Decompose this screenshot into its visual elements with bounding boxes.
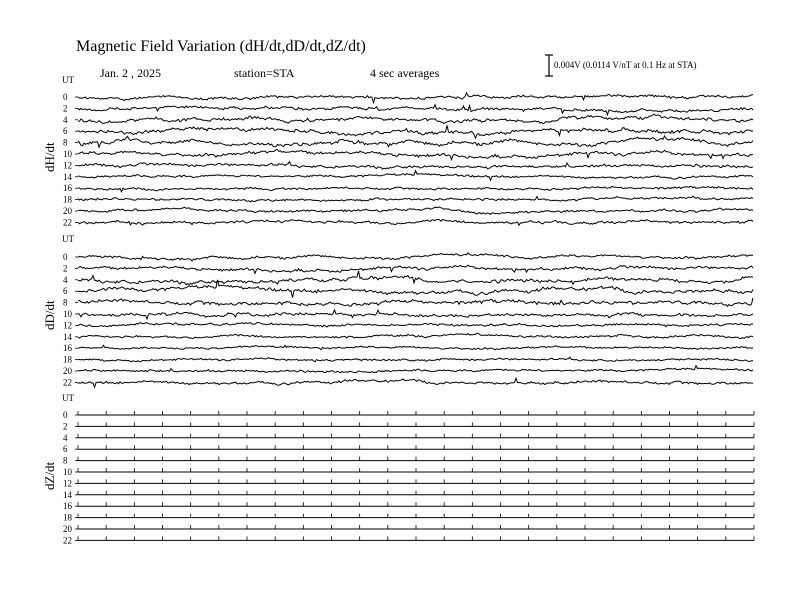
row-label: 6 (63, 444, 68, 455)
date-label: Jan. 2 , 2025 (100, 66, 161, 80)
panel-dddt (62, 234, 753, 387)
row-label: 18 (63, 512, 72, 523)
row-label: 10 (63, 467, 72, 477)
trace-line (78, 207, 753, 214)
row-label: 2 (63, 103, 68, 114)
panel-dzdt (62, 393, 754, 545)
trace-line (78, 93, 753, 103)
row-label: 12 (63, 478, 72, 489)
averaging-label: 4 sec averages (370, 66, 440, 80)
row-label: 6 (63, 126, 68, 137)
row-label: 0 (63, 410, 68, 420)
row-label: 22 (63, 377, 72, 388)
trace-line (78, 345, 753, 350)
scale-bar (545, 55, 553, 76)
row-label: 2 (63, 421, 68, 432)
ut-axis-label: UT (62, 234, 74, 244)
station-label: station=STA (234, 66, 295, 80)
trace-line (78, 253, 753, 261)
row-label: 10 (63, 309, 72, 319)
row-label: 4 (63, 432, 68, 443)
trace-line (78, 150, 753, 160)
trace-line (78, 186, 753, 191)
chart-title: Magnetic Field Variation (dH/dt,dD/dt,dZ/dt) (76, 38, 366, 55)
panel-dhdt (62, 75, 753, 227)
row-label: 20 (63, 206, 72, 216)
row-label: 0 (63, 252, 68, 262)
trace-line (78, 322, 753, 327)
trace-line (78, 105, 753, 115)
row-label: 20 (63, 524, 72, 534)
row-label: 4 (63, 114, 68, 125)
row-label: 4 (63, 274, 68, 285)
panel-ylabel-dd: dD/dt (42, 300, 57, 330)
row-label: 14 (63, 489, 72, 500)
ut-axis-label: UT (62, 75, 74, 85)
row-label: 18 (63, 194, 72, 205)
scale-note: 0.004V (0.0114 V/nT at 0.1 Hz at STA) (554, 60, 697, 70)
trace-line (78, 366, 753, 373)
row-label: 14 (63, 171, 72, 182)
row-label: 16 (63, 343, 72, 354)
row-label: 2 (63, 263, 68, 274)
row-label: 8 (63, 297, 68, 308)
trace-line (78, 171, 753, 181)
row-label: 22 (63, 535, 72, 546)
row-label: 8 (63, 455, 68, 466)
trace-line (78, 196, 753, 202)
panel-ylabel-dz: dZ/dt (42, 461, 57, 490)
row-label: 16 (63, 501, 72, 512)
trace-line (78, 280, 753, 298)
row-label: 12 (63, 160, 72, 171)
row-label: 18 (63, 354, 72, 365)
trace-line (78, 219, 753, 225)
row-label: 12 (63, 320, 72, 331)
trace-line (78, 114, 753, 124)
row-label: 10 (63, 149, 72, 159)
trace-line (78, 378, 753, 387)
trace-line (78, 310, 753, 319)
row-label: 6 (63, 286, 68, 297)
trace-line (78, 298, 753, 306)
row-label: 0 (63, 92, 68, 102)
trace-line (78, 333, 753, 338)
row-label: 20 (63, 366, 72, 376)
row-label: 16 (63, 183, 72, 194)
panel-ylabel-dh: dH/dt (42, 142, 57, 172)
trace-line (78, 357, 753, 362)
trace-line (78, 136, 753, 147)
trace-line (78, 265, 753, 273)
row-label: 14 (63, 331, 72, 342)
ut-axis-label: UT (62, 393, 74, 403)
row-label: 8 (63, 137, 68, 148)
trace-line (78, 125, 753, 138)
trace-line (78, 271, 753, 285)
trace-line (78, 162, 753, 170)
row-label: 22 (63, 217, 72, 228)
